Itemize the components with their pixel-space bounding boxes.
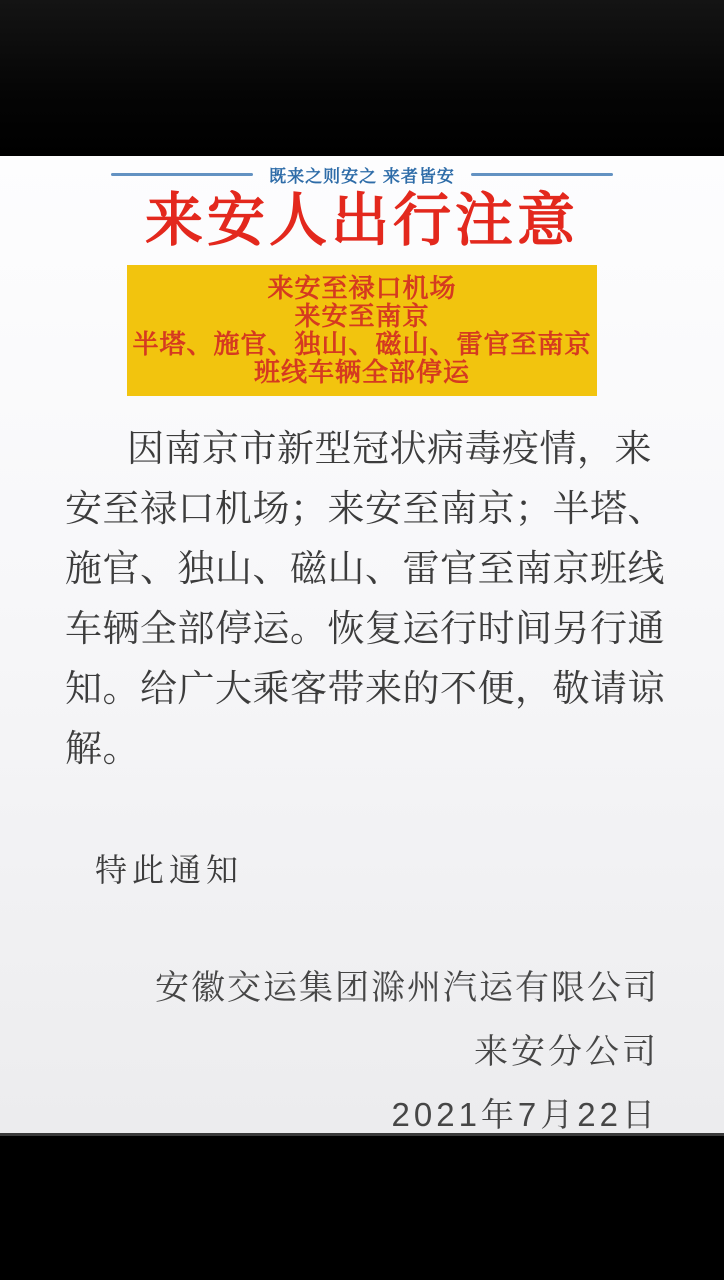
body-line: 施官、独山、磁山、雷官至南京班线 (65, 548, 665, 589)
route-line: 半塔、施官、独山、磁山、雷官至南京 (132, 329, 592, 359)
tagline-row (0, 156, 724, 185)
notice-body-paragraph (65, 419, 665, 779)
route-line: 班线车辆全部停运 (253, 357, 470, 387)
body-line: 车辆全部停运。恢复运行时间另行通 (65, 608, 665, 649)
body-line: 解。 (65, 728, 140, 769)
tagline-text: 既来之则安之 来者皆安 (269, 166, 455, 186)
body-line: 知。给广大乘客带来的不便，敬请谅 (65, 668, 665, 709)
signature-block (65, 968, 659, 1134)
route-line: 来安至禄口机场 (267, 273, 457, 303)
tagline-right-rule (471, 173, 613, 176)
signature-branch: 来安分公司 (474, 1033, 659, 1071)
suspended-routes-box (127, 265, 597, 396)
route-line: 来安至南京 (294, 301, 430, 331)
signature-date: 2021年7月22日 (391, 1096, 659, 1133)
notice-sheet (0, 156, 724, 1133)
body-line: 因南京市新型冠状病毒疫情，来 (127, 428, 652, 469)
page-title: 来安人出行注意 (144, 188, 579, 253)
body-line: 安至禄口机场；来安至南京；半塔、 (65, 488, 665, 529)
signature-company: 安徽交运集团滁州汽运有限公司 (155, 969, 659, 1007)
bottom-letterbox-bar (0, 1133, 724, 1280)
top-letterbox-bar (0, 0, 724, 156)
tagline-left-rule (111, 173, 253, 176)
hereby-notice-line: 特此通知 (95, 852, 244, 888)
